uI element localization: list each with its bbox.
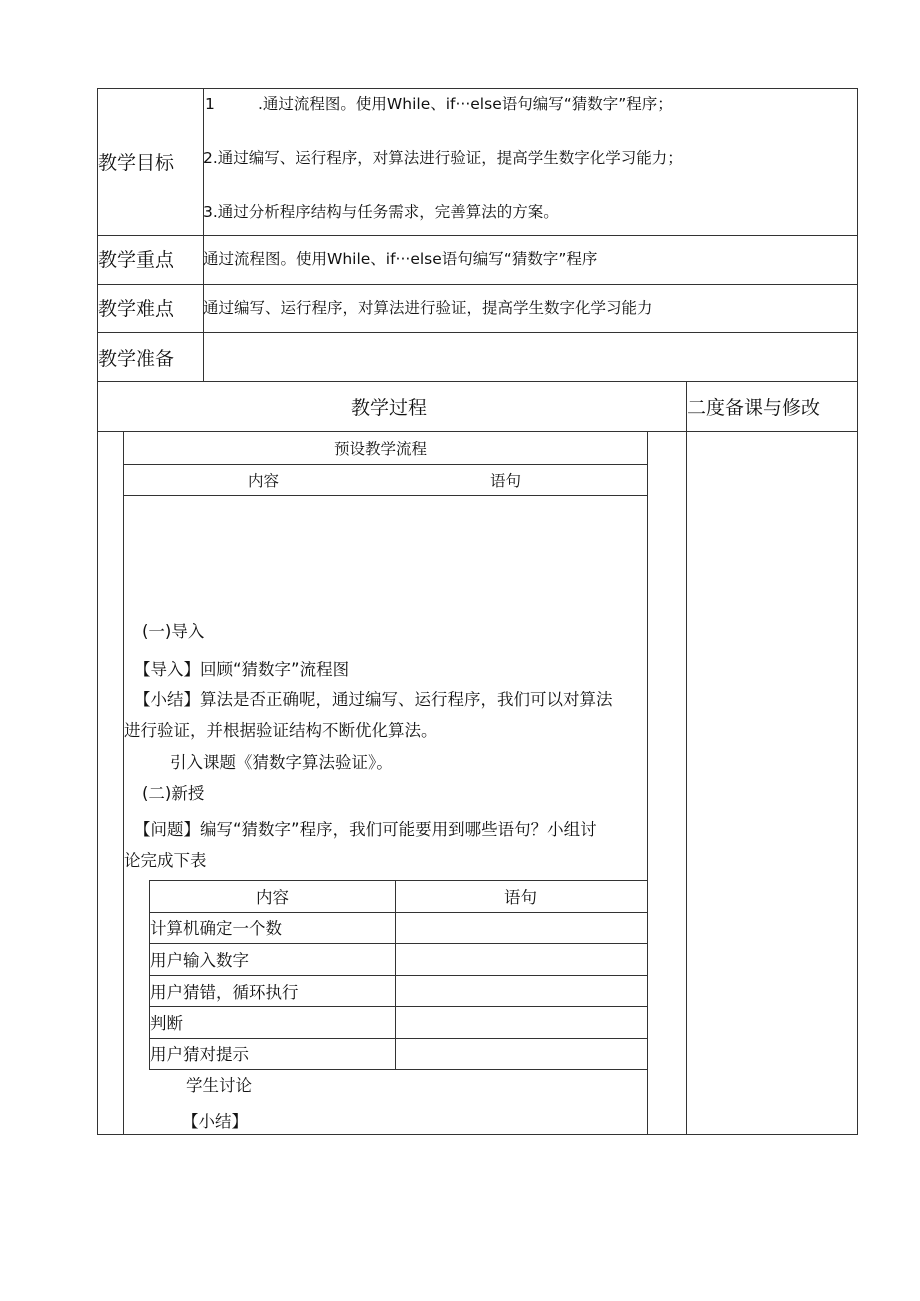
row-divider [97,332,858,333]
inner-header-statement: 语句 [504,888,537,907]
topic-line: 引入课题《猜数字算法验证》。 [170,753,393,772]
inner-row-content: 用户猜对提示 [150,1045,249,1064]
revision-header: 二度备课与修改 [687,397,821,419]
inner-row-content: 用户输入数字 [150,951,249,970]
row-divider [97,381,858,382]
flow-col-content: 内容 [248,472,280,490]
row-divider [97,284,858,285]
row-divider [97,235,858,236]
objective-1-text: .通过流程图。使用While、if···else语句编写“猜数字”程序； [258,95,673,113]
summary-2-label: 【小结】 [182,1112,248,1131]
inner-header-content: 内容 [256,888,289,907]
student-discussion: 学生讨论 [186,1076,252,1095]
difficulty-label: 教学难点 [98,298,175,320]
summary-line-1: 【小结】算法是否正确呢，通过编写、运行程序，我们可以对算法 [134,690,613,709]
flow-column-right [647,431,648,1135]
objective-2-text: 2.通过编写、运行程序，对算法进行验证，提高学生数字化学习能力； [203,149,683,167]
table-border-left [97,88,98,1135]
new-lesson-heading: (二)新授 [142,784,205,803]
key-point-text: 通过流程图。使用While、if···else语句编写“猜数字”程序 [203,250,598,268]
inner-row-content: 计算机确定一个数 [150,919,282,938]
flow-column-left [123,431,124,1135]
inner-table-border-left [149,880,150,1070]
summary-line-2: 进行验证，并根据验证结构不断优化算法。 [124,721,438,740]
table-border-bottom [97,1134,858,1135]
inner-table-row-divider [149,1006,647,1007]
revision-column-divider [686,381,687,1135]
question-line-2: 论完成下表 [124,851,207,870]
objectives-label: 教学目标 [98,152,175,174]
table-border-right [857,88,858,1135]
row-divider [97,431,858,432]
label-column-divider [203,88,204,382]
table-border-top [97,88,858,89]
flow-title-divider [123,464,647,465]
question-line-1: 【问题】编写“猜数字”程序，我们可能要用到哪些语句？小组讨 [134,820,597,839]
intro-heading: (一)导入 [142,622,205,641]
inner-table-border-bottom [149,1069,647,1070]
key-point-label: 教学重点 [98,249,175,271]
inner-row-content: 用户猜错，循环执行 [150,983,299,1002]
inner-table-border-top [149,880,647,881]
flow-title: 预设教学流程 [334,440,428,458]
objective-3-text: 3.通过分析程序结构与任务需求，完善算法的方案。 [203,203,559,221]
process-header: 教学过程 [351,397,428,419]
inner-row-content: 判断 [150,1014,183,1033]
inner-table-row-divider [149,943,647,944]
intro-line: 【导入】回顾“猜数字”流程图 [134,660,350,679]
difficulty-text: 通过编写、运行程序，对算法进行验证，提高学生数字化学习能力 [203,299,653,317]
flow-header-divider [123,495,647,496]
flow-col-statement: 语句 [490,472,522,490]
inner-table-column-divider [395,880,396,1070]
inner-table-row-divider [149,1038,647,1039]
objective-1-number: 1 [205,95,215,113]
preparation-label: 教学准备 [98,348,175,370]
inner-table-row-divider [149,975,647,976]
inner-table-row-divider [149,912,647,913]
